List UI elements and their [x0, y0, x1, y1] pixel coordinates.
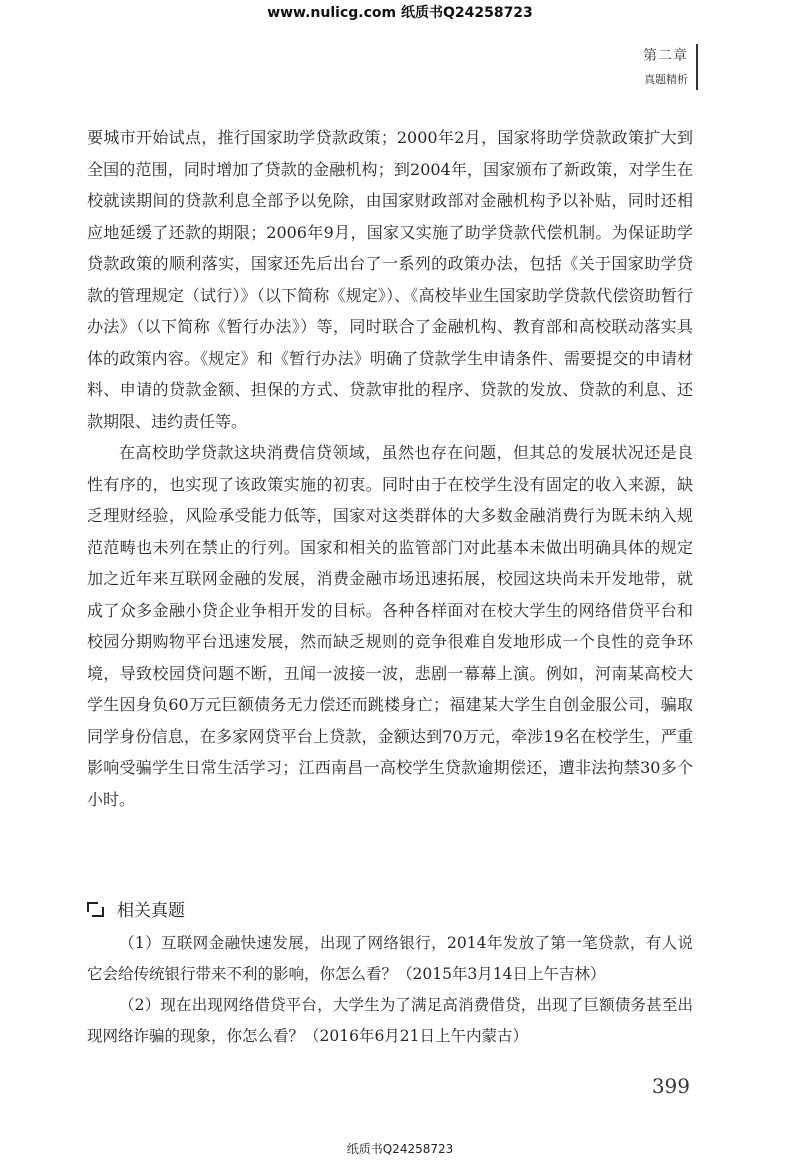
- bottom-watermark: 纸质书Q24258723: [346, 1142, 454, 1156]
- chapter-divider: [696, 44, 698, 90]
- related-heading: 相关真题: [117, 901, 185, 921]
- body-text: [87, 122, 693, 815]
- top-watermark: www.nulicg.com 纸质书Q24258723: [267, 5, 533, 21]
- related-questions: [87, 928, 693, 1052]
- question-item: （1）互联网金融快速发展，出现了网络银行，2014年发放了第一笔贷款，有人说它会给传统银行带来不利的影响，你怎么看？（2015年3月14日上午吉林）: [87, 934, 693, 983]
- paragraph: 在高校助学贷款这块消费信贷领域，虽然也存在问题，但其总的发展状况还是良性有序的，也实现了该政策实施的初衷。同时由于在校学生没有固定的收入来源，缺乏理财经验，风险承受能力低等，国家对这类群体的大多数金融消费行为既未纳入规范范畴也未列在禁止的行列。国家和相关的监管部门对此基本未做出明确具体的规定加之近年来互联网金融的发展，消费金融市场迅速拓展，校园这块尚未开发地带，就成了众多金融小贷企业争相开发的目标。各种各样面对在校大学生的网络借贷平台和校园分期购物平台迅速发展，然而缺乏规则的竞争很难自发地形成一个良性的竞争环境，导致校园贷问题不断，丑闻一波接一波，悲剧一幕幕上演。例如，河南某高校大学生因身负60万元巨额债务无力偿还而跳楼身亡；福建某大学生自创金服公司，骗取同学身份信息，在多家网贷平台上贷款，金额达到70万元，牵涉19名在校学生，严重影响受骗学生日常生活学习；江西南昌一高校学生贷款逾期偿还，遭非法拘禁30多个小时。: [87, 443, 693, 809]
- chapter-title: 第二章: [643, 48, 688, 64]
- paragraph: 要城市开始试点，推行国家助学贷款政策；2000年2月，国家将助学贷款政策扩大到全国的范围，同时增加了贷款的金融机构；到2004年，国家颁布了新政策，对学生在校就读期间的贷款利息全部予以免除，由国家财政部对金融机构予以补贴，同时还相应地延缓了还款的期限；2006年9月，国家又实施了助学贷款代偿机制。为保证助学贷款政策的顺利落实，国家还先后出台了一系列的政策办法，包括《关于国家助学贷款的管理规定（试行）》（以下简称《规定》）、《高校毕业生国家助学贷款代偿资助暂行办法》（以下简称《暂行办法》）等，同时联合了金融机构、教育部和高校联动落实具体的政策内容。《规定》和《暂行办法》明确了贷款学生申请条件、需要提交的申请材料、申请的贷款金额、担保的方式、贷款审批的程序、贷款的发放、贷款的利息、还款期限、违约责任等。: [87, 128, 693, 431]
- chapter-header: [643, 45, 688, 87]
- question-item: （2）现在出现网络借贷平台，大学生为了满足高消费借贷，出现了巨额债务甚至出现网络诈骗的现象，你怎么看？（2016年6月21日上午内蒙古）: [87, 996, 693, 1045]
- page-number: 399: [651, 1074, 690, 1098]
- related-section-header: [87, 896, 693, 921]
- chapter-subtitle: 真题精析: [644, 73, 688, 86]
- section-marker-icon: [87, 902, 103, 916]
